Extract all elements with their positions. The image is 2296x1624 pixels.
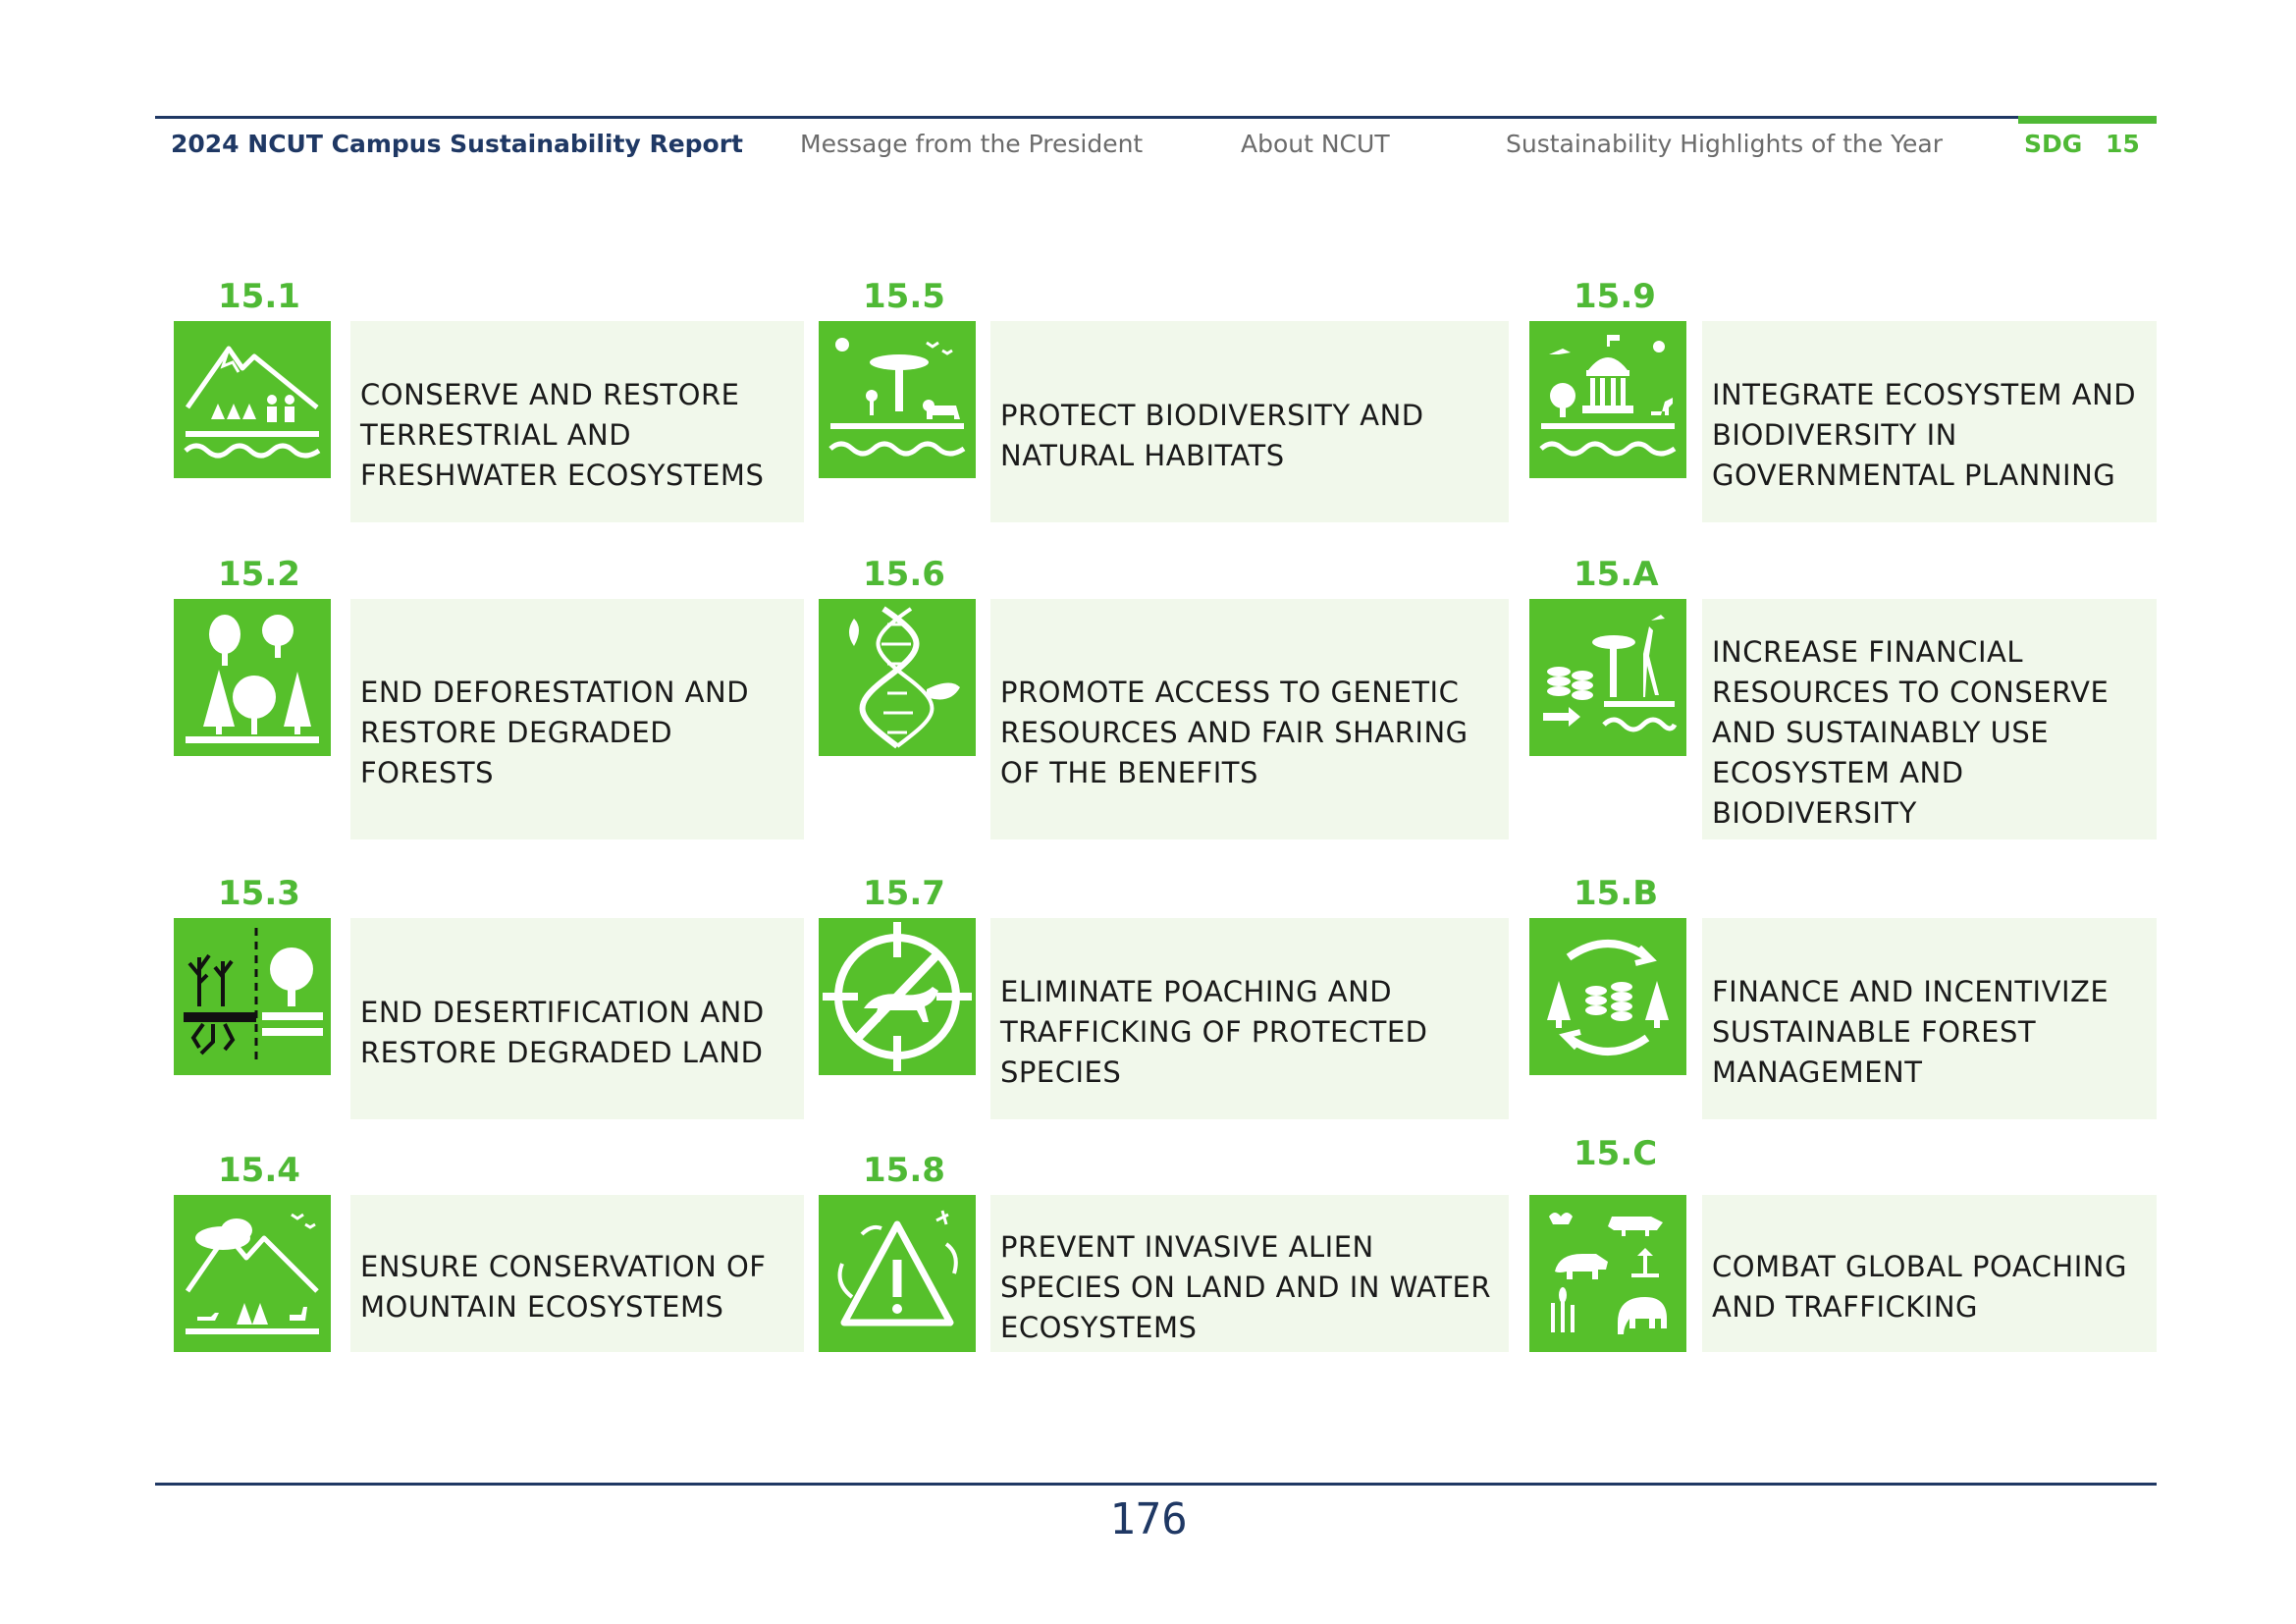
target-number: 15.2 [218, 555, 300, 594]
mountain-ecosystem-icon [174, 1195, 331, 1352]
sdg-number[interactable]: 15 [2106, 130, 2140, 158]
target-number: 15.8 [863, 1151, 945, 1190]
target-description: PROTECT BIODIVERSITY AND NATURAL HABITATS [1000, 398, 1424, 472]
page-number: 176 [1109, 1494, 1188, 1544]
report-title: 2024 NCUT Campus Sustainability Report [171, 130, 744, 158]
target-description: END DEFORESTATION AND RESTORE DEGRADED FORESTS [360, 676, 750, 789]
forest-trees-icon [174, 599, 331, 756]
target-number: 15.3 [218, 874, 300, 913]
nav-message-from-president[interactable]: Message from the President [800, 130, 1144, 158]
target-description: PREVENT INVASIVE ALIEN SPECIES ON LAND AND IN WATER ECOSYSTEMS [1000, 1229, 1492, 1344]
forest-finance-cycle-icon [1529, 918, 1686, 1075]
target-card-15-4 [350, 1195, 804, 1352]
target-number: 15.7 [863, 874, 945, 913]
mountain-forest-water-icon [174, 321, 331, 478]
desertification-land-icon [174, 918, 331, 1075]
footer-rule [155, 1483, 2157, 1486]
target-card-15-3 [350, 918, 804, 1119]
financial-resources-icon [1529, 599, 1686, 756]
target-number: 15.9 [1574, 277, 1656, 316]
target-description: INTEGRATE ECOSYSTEM AND BIODIVERSITY IN GOVERNMENTAL PLANNING [1712, 378, 2137, 492]
invasive-species-warning-icon [819, 1195, 976, 1352]
target-description: ENSURE CONSERVATION OF MOUNTAIN ECOSYSTEMS [360, 1250, 767, 1324]
target-card-15-a [1702, 599, 2157, 839]
target-number: 15.C [1574, 1134, 1658, 1173]
target-number: 15.A [1574, 555, 1659, 594]
biodiversity-habitat-icon [819, 321, 976, 478]
target-number: 15.6 [863, 555, 945, 594]
target-card-15-6 [990, 599, 1509, 839]
target-card-15-1 [350, 321, 804, 522]
target-description: END DESERTIFICATION AND RESTORE DEGRADED LAND [360, 995, 765, 1069]
nav-sustainability-highlights[interactable]: Sustainability Highlights of the Year [1506, 130, 1944, 158]
target-card-15-b [1702, 918, 2157, 1119]
target-card-15-8 [990, 1195, 1509, 1352]
target-description: COMBAT GLOBAL POACHING AND TRAFFICKING [1712, 1250, 2127, 1324]
nav-about-ncut[interactable]: About NCUT [1241, 130, 1390, 158]
global-poaching-animals-icon [1529, 1195, 1686, 1352]
sdg-label[interactable]: SDG [2024, 130, 2083, 158]
header-sdg-accent-bar [2018, 116, 2157, 124]
target-description: ELIMINATE POACHING AND TRAFFICKING OF PROTECTED SPECIES [1000, 975, 1428, 1089]
target-description: PROMOTE ACCESS TO GENETIC RESOURCES AND FAIR SHARING OF THE BENEFITS [1000, 676, 1468, 789]
anti-poaching-crosshair-icon [819, 918, 976, 1075]
target-number: 15.B [1574, 874, 1659, 913]
target-number: 15.1 [218, 277, 300, 316]
target-description: FINANCE AND INCENTIVIZE SUSTAINABLE FOREST MANAGEMENT [1712, 975, 2109, 1089]
target-card-15-5 [990, 321, 1509, 522]
dna-genetic-icon [819, 599, 976, 756]
target-card-15-7 [990, 918, 1509, 1119]
target-number: 15.5 [863, 277, 945, 316]
target-card-15-9 [1702, 321, 2157, 522]
target-description: CONSERVE AND RESTORE TERRESTRIAL AND FRESHWATER ECOSYSTEMS [360, 378, 765, 492]
target-card-15-2 [350, 599, 804, 839]
header-rule [155, 116, 2018, 119]
target-description: INCREASE FINANCIAL RESOURCES TO CONSERVE AND SUSTAINABLY USE ECOSYSTEM AND BIODIVERSITY [1712, 635, 2109, 830]
government-building-icon [1529, 321, 1686, 478]
target-card-15-c [1702, 1195, 2157, 1352]
target-number: 15.4 [218, 1151, 300, 1190]
